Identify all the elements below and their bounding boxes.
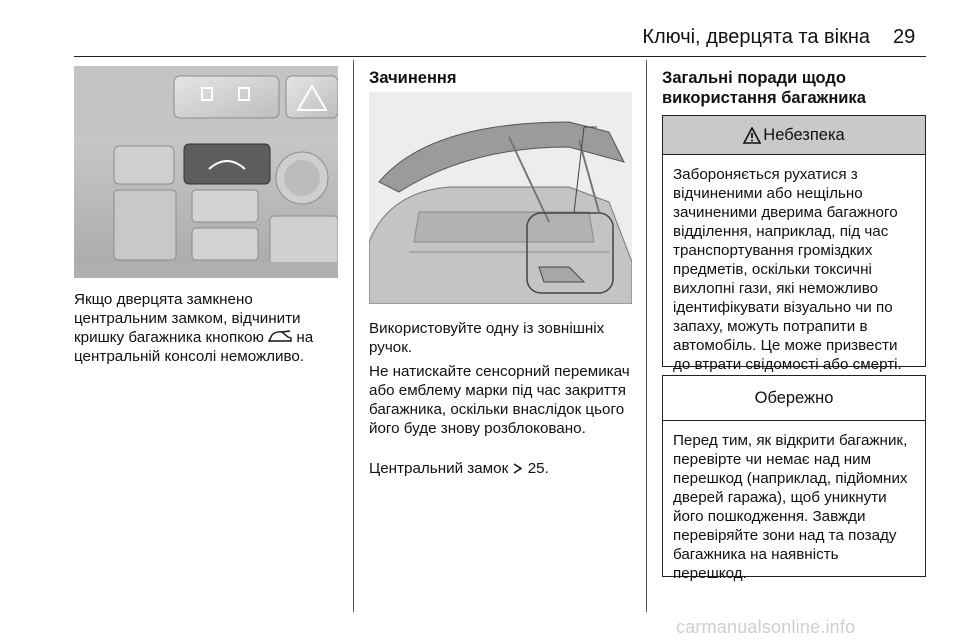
- open-tailgate-photo: [369, 92, 632, 304]
- closing-heading: Зачинення: [369, 69, 457, 87]
- col2-paragraph-2: Не натискайте сенсорний перемикач або емблему марки під час закриття багажника, оскільки внаслідок цього його буде знову розблоковано.: [369, 363, 630, 437]
- trunk-open-icon: [268, 330, 292, 343]
- page-number: 29: [893, 26, 916, 48]
- column-divider-right: [646, 60, 647, 612]
- warning-triangle-icon: [743, 127, 761, 144]
- console-buttons-photo: [74, 66, 338, 278]
- col2-paragraph-1: Використовуйте одну із зовнішніх ручок.: [369, 320, 605, 356]
- col1-paragraph: [74, 290, 346, 366]
- danger-body: Забороняється рухатися з відчиненими або нещільно зачиненими дверима багажного відділення, наприклад, під час транспортування громіздких предметів, оскільки токсичні вихлопні гази, які неможливо ідентифікувати візуально чи по запаху, можуть потрапити в автомобіль. Це може призвести до втрати свідомості або смерті.: [673, 166, 902, 373]
- page-header-title: Ключі, дверцята та вікна: [642, 26, 870, 48]
- col1-text-after-icon: на центральній консолі неможливо.: [74, 329, 314, 365]
- watermark-url: carmanualsonline.info: [676, 617, 856, 637]
- caution-body: Перед тим, як відкрити багажник, перевірте чи немає над ним перешкод (наприклад, підйомних дверей гаража), щоб уникнути його пошкодження. Завжди перевіряйте зони над та позаду багажника на наявність перешкод.: [673, 432, 908, 582]
- central-lock-link-text: Центральний замок: [369, 460, 509, 477]
- central-lock-page-ref: 25.: [527, 460, 549, 477]
- header-rule: [74, 56, 926, 57]
- col2-paragraph-3: [369, 459, 634, 478]
- caution-title: Обережно: [754, 388, 834, 407]
- danger-box-header: [663, 116, 925, 155]
- caution-box: [662, 375, 926, 582]
- col1-text-before-icon: Якщо дверцята замкнено центральним замком, відчинити кришку багажника кнопкою: [74, 291, 301, 346]
- danger-box: [662, 115, 926, 373]
- danger-title: Небезпека: [763, 125, 845, 144]
- column-divider-left: [353, 60, 354, 612]
- page-reference-arrow-icon: [513, 463, 522, 474]
- general-tips-heading: Загальні поради щодо використання багажника: [662, 69, 866, 107]
- caution-box-header: [663, 376, 925, 421]
